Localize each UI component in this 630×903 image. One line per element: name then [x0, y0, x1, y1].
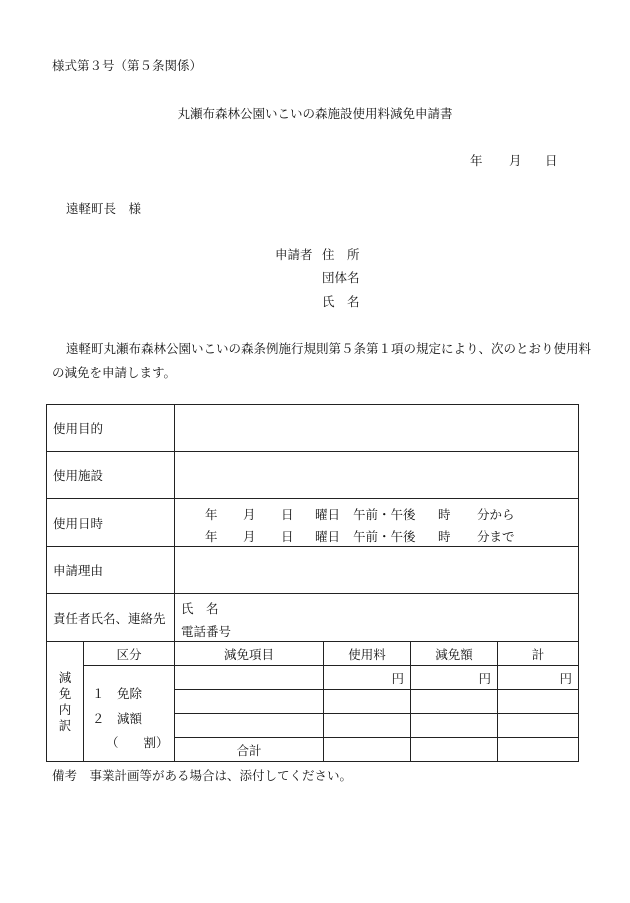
date-month: 月	[509, 153, 522, 168]
header-total: 計	[498, 642, 579, 666]
responsible-label: 責任者氏名、連絡先	[47, 594, 175, 642]
reduction-char-4: 訳	[58, 717, 72, 733]
dt-from-month: 月	[243, 507, 256, 522]
reduction-breakdown-label	[47, 642, 84, 762]
row-reason	[47, 547, 579, 594]
yen-unit: 円	[478, 670, 492, 686]
dt-from-weekday: 曜日	[315, 507, 341, 522]
row-reduction-header	[47, 642, 579, 666]
datetime-label: 使用日時	[47, 499, 175, 547]
applicant-organization-label: 団体名	[322, 270, 360, 285]
reduction-item-2[interactable]	[175, 690, 324, 714]
header-fee: 使用料	[324, 642, 411, 666]
applicant-name-label: 氏 名	[322, 294, 360, 309]
dt-to-hour: 時	[438, 529, 451, 544]
reason-label: 申請理由	[47, 547, 175, 594]
form-number: 様式第３号（第５条関係）	[52, 58, 203, 73]
total-sum[interactable]	[498, 738, 579, 762]
purpose-input[interactable]	[175, 405, 579, 452]
responsible-phone-label: 電話番号	[181, 624, 232, 639]
category-cell	[84, 666, 175, 762]
page-title: 丸瀬布森林公園いこいの森施設使用料減免申請書	[177, 106, 453, 121]
header-amount: 減免額	[411, 642, 498, 666]
dt-from-day: 日	[281, 507, 294, 522]
yen-unit: 円	[559, 670, 573, 686]
responsible-name-label: 氏 名	[181, 601, 219, 616]
datetime-input[interactable]	[175, 499, 579, 547]
applicant-label: 申請者	[275, 247, 313, 262]
purpose-label: 使用目的	[47, 405, 175, 452]
dt-from-ampm: 午前・午後	[353, 507, 416, 522]
header-item: 減免項目	[175, 642, 324, 666]
dt-from-minute: 分から	[477, 507, 515, 522]
dt-to-month: 月	[243, 529, 256, 544]
reduction-item-3[interactable]	[175, 714, 324, 738]
dt-from-year: 年	[205, 507, 218, 522]
amount-1[interactable]	[411, 666, 498, 690]
total-1[interactable]	[498, 666, 579, 690]
responsible-input[interactable]	[175, 594, 579, 642]
category-exemption: １ 免除	[92, 686, 143, 701]
row-responsible	[47, 594, 579, 642]
body-text-line1: 遠軽町丸瀬布森林公園いこいの森条例施行規則第５条第１項の規定により、次のとおり使用料	[66, 341, 592, 356]
reduction-row-1	[47, 666, 579, 690]
dt-to-minute: 分まで	[477, 529, 515, 544]
header-category: 区分	[84, 642, 175, 666]
dt-to-year: 年	[205, 529, 218, 544]
category-percent: （ 割）	[106, 735, 169, 750]
fee-1[interactable]	[324, 666, 411, 690]
dt-to-day: 日	[281, 529, 294, 544]
fee-sum[interactable]	[324, 738, 411, 762]
facility-label: 使用施設	[47, 452, 175, 499]
fee-2[interactable]	[324, 690, 411, 714]
dt-to-ampm: 午前・午後	[353, 529, 416, 544]
dt-from-hour: 時	[438, 507, 451, 522]
row-facility	[47, 452, 579, 499]
yen-unit: 円	[391, 670, 405, 686]
amount-3[interactable]	[411, 714, 498, 738]
row-purpose	[47, 405, 579, 452]
facility-input[interactable]	[175, 452, 579, 499]
reason-input[interactable]	[175, 547, 579, 594]
body-text-line2: の減免を申請します。	[52, 365, 177, 380]
application-table	[46, 404, 579, 762]
reduction-item-1[interactable]	[175, 666, 324, 690]
total-2[interactable]	[498, 690, 579, 714]
note: 備考 事業計画等がある場合は、添付してください。	[52, 768, 353, 783]
reduction-char-3: 内	[58, 701, 72, 717]
date-year: 年	[470, 153, 483, 168]
reduction-char-1: 減	[58, 669, 72, 685]
row-datetime	[47, 499, 579, 547]
amount-2[interactable]	[411, 690, 498, 714]
amount-sum[interactable]	[411, 738, 498, 762]
applicant-address-label: 住 所	[322, 247, 360, 262]
fee-3[interactable]	[324, 714, 411, 738]
category-reduction: ２ 減額	[92, 711, 143, 726]
sum-label: 合計	[175, 738, 324, 762]
addressee: 遠軽町長 様	[66, 201, 142, 216]
dt-to-weekday: 曜日	[315, 529, 341, 544]
reduction-char-2: 免	[58, 685, 72, 701]
date-day: 日	[545, 153, 558, 168]
total-3[interactable]	[498, 714, 579, 738]
